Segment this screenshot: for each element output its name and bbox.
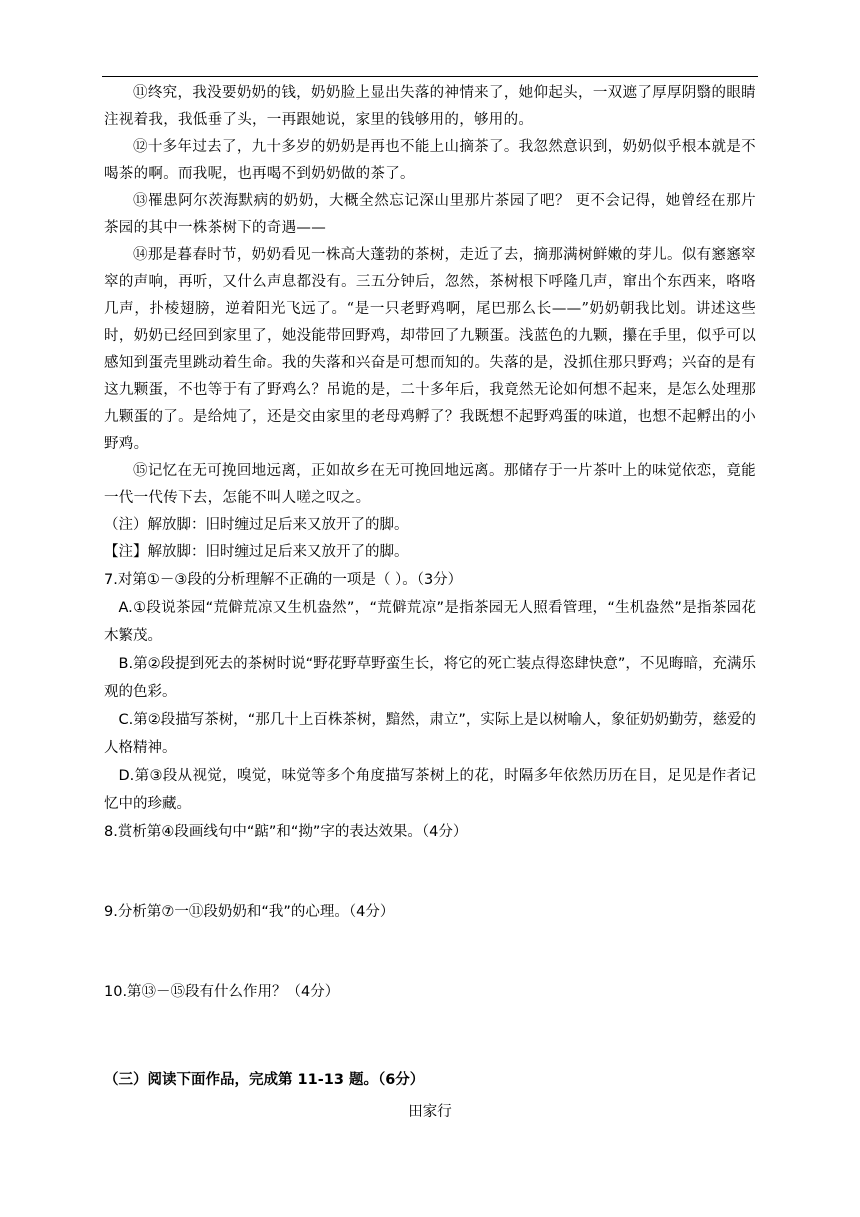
answer-space-9: [104, 926, 756, 978]
paragraph-14: ⑭那是暮春时节，奶奶看见一株高大蓬勃的茶树，走近了去，摘那满树鲜嫩的芽儿。似有窸窸窣窣的声响，再听，又什么声息都没有。三五分钟后，忽然，茶树根下呼隆几声，窜出个东西来，咯咯几声，扑棱翅膀，逆着阳光飞远了。“是一只老野鸡啊，尾巴那么长——”奶奶朝我比划。讲述这些时，奶奶已经回到家里了，她没能带回野鸡，却带回了九颗蛋。浅蓝色的九颗，攥在手里，似乎可以感知到蛋壳里跳动着生命。我的失落和兴奋是可想而知的。失落的是，没抓住那只野鸡；兴奋的是有这九颗蛋，不也等于有了野鸡么？吊诡的是，二十多年后，我竟然无论如何想不起来，是怎么处理那九颗蛋的了。是给炖了，还是交由家里的老母鸡孵了？我既想不起野鸡蛋的味道，也想不起孵出的小野鸡。: [104, 247, 756, 452]
answer-space-8: [104, 846, 756, 898]
question-7-option-b: B.第②段提到死去的茶树时说“野花野草野蛮生长，将它的死亡装点得恣肆快意”，不见晦暗，充满乐观的色彩。: [104, 656, 756, 700]
question-7-stem: 7.对第①－③段的分析理解不正确的一项是（ ）。（3分）: [104, 572, 463, 588]
paragraph-13: ⑬罹患阿尔茨海默病的奶奶，大概全然忘记深山里那片茶园了吧？ 更不会记得，她曾经在那片茶园的其中一株茶树下的奇遇——: [104, 193, 756, 236]
answer-space-10: [104, 1006, 756, 1066]
question-10: 10.第⑬－⑮段有什么作用？（4分）: [104, 984, 340, 1000]
section-3-heading: （三）阅读下面作品，完成第 11-13 题。（6分）: [104, 1072, 425, 1088]
header-rule: [102, 76, 758, 77]
poem-title: 田家行: [408, 1104, 452, 1120]
question-8: 8.赏析第④段画线句中“踮”和“拗”字的表达效果。（4分）: [104, 824, 468, 840]
paragraph-11: ⑪终究，我没要奶奶的钱，奶奶脸上显出失落的神情来了，她仰起头，一双遮了厚厚阴翳的眼睛注视着我，我低垂了头，一再跟她说，家里的钱够用的，够用的。: [104, 85, 756, 128]
footnote-2: 【注】解放脚：旧时缠过足后来又放开了的脚。: [104, 544, 409, 560]
question-7-option-a: A.①段说茶园“荒僻荒凉又生机盎然”，“荒僻荒凉”是指茶园无人照看管理，“生机盎然”是指茶园花木繁茂。: [104, 600, 756, 644]
paragraph-15: ⑮记忆在无可挽回地远离，正如故乡在无可挽回地远离。那储存于一片茶叶上的味觉依恋，竟能一代一代传下去，怎能不叫人嗟之叹之。: [104, 463, 756, 506]
footnote-1: （注）解放脚：旧时缠过足后来又放开了的脚。: [104, 517, 409, 533]
paragraph-12: ⑫十多年过去了，九十多岁的奶奶是再也不能上山摘茶了。我忽然意识到，奶奶似乎根本就是不喝茶的啊。而我呢，也再喝不到奶奶做的茶了。: [104, 139, 756, 182]
question-7-option-d: D.第③段从视觉，嗅觉，味觉等多个角度描写茶树上的花，时隔多年依然历历在目，足见是作者记忆中的珍藏。: [104, 768, 756, 812]
question-9: 9.分析第⑦一⑪段奶奶和“我”的心理。（4分）: [104, 904, 395, 920]
question-7-option-c: C.第②段描写茶树，“那几十上百株茶树，黯然，肃立”，实际上是以树喻人，象征奶奶勤劳，慈爱的人格精神。: [104, 712, 756, 756]
document-content: [104, 80, 756, 1126]
